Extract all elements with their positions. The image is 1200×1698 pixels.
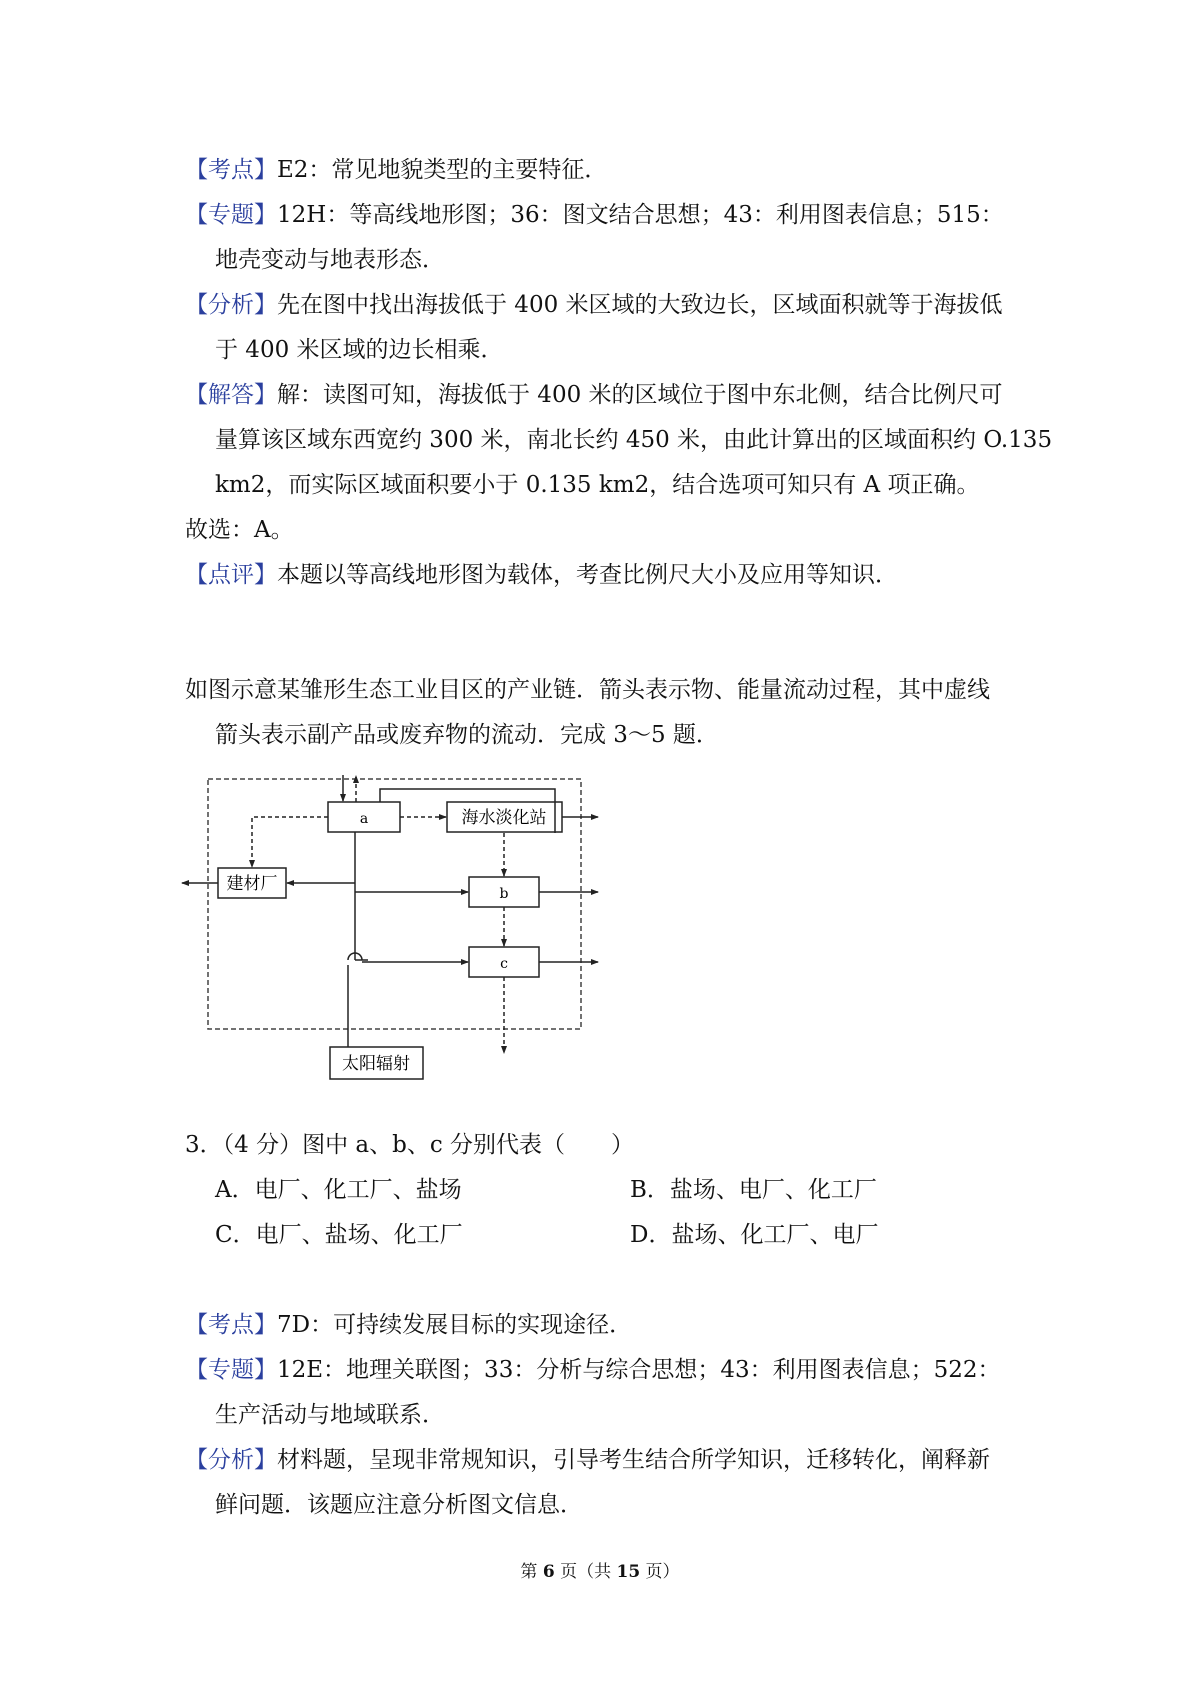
footer-middle: 页（共 <box>554 1562 617 1582</box>
option-a[interactable]: A．电厂、化工厂、盐场 <box>215 1177 462 1203</box>
fenxi-text-2: 材料题，呈现非常规知识，引导考生结合所学知识，迁移转化，阐释新 <box>277 1447 990 1473</box>
box-solar-label: 太阳辐射 <box>342 1054 410 1074</box>
fenxi-tag-2: 【分析】 <box>185 1447 277 1473</box>
box-desalination-label: 海水淡化站 <box>461 808 547 828</box>
option-c[interactable]: C．电厂、盐场、化工厂 <box>215 1222 463 1248</box>
jieda-line <box>185 380 1003 410</box>
intro-line-2: 箭头表示副产品或废弃物的流动．完成 3～5 题． <box>215 722 719 748</box>
zhuanti-text-2: 12E：地理关联图；33：分析与综合思想；43：利用图表信息；522： <box>277 1357 1001 1383</box>
box-c-label: c <box>500 956 508 972</box>
arrow-a-building <box>252 817 328 867</box>
zhuanti-cont-1: 地壳变动与地表形态． <box>215 247 445 273</box>
jieda-cont-2: km2，而实际区域面积要小于 0.135 km2，结合选项可知只有 A 项正确。 <box>215 472 980 498</box>
option-b[interactable]: B．盐场、电厂、化工厂 <box>630 1177 877 1203</box>
jieda-text: 解：读图可知，海拔低于 400 米的区域位于图中东北侧，结合比例尺可 <box>277 382 1003 408</box>
fenxi-cont-2: 鲜问题．该题应注意分析图文信息． <box>215 1492 583 1518</box>
fenxi-line-2 <box>185 1445 990 1475</box>
kaodian-text-2: 7D：可持续发展目标的实现途径． <box>277 1312 633 1338</box>
footer-suffix: 页） <box>640 1562 680 1582</box>
intro-line-1: 如图示意某雏形生态工业目区的产业链．箭头表示物、能量流动过程，其中虚线 <box>185 677 990 703</box>
zhuanti-cont-2: 生产活动与地域联系． <box>215 1402 445 1428</box>
zhuanti-tag-2: 【专题】 <box>185 1357 277 1383</box>
option-d[interactable]: D．盐场、化工厂、电厂 <box>630 1222 879 1248</box>
fenxi-cont-1: 于 400 米区域的边长相乘． <box>215 337 504 363</box>
fenxi-tag: 【分析】 <box>185 292 277 318</box>
dianping-text: 本题以等高线地形图为载体，考查比例尺大小及应用等知识． <box>277 562 898 588</box>
fenxi-line-1 <box>185 290 1003 320</box>
box-a-label: a <box>359 811 369 827</box>
footer-total-pages: 15 <box>616 1562 641 1582</box>
box-building-label: 建材厂 <box>226 874 278 894</box>
zhuanti-line-1 <box>185 200 1004 230</box>
industry-chain-diagram <box>180 775 620 1095</box>
kaodian-text: E2：常见地貌类型的主要特征． <box>277 157 608 183</box>
kaodian-tag-2: 【考点】 <box>185 1312 277 1338</box>
guxuan-line: 故选：A。 <box>185 517 294 543</box>
jieda-tag: 【解答】 <box>185 382 277 408</box>
zhuanti-line-2 <box>185 1355 1001 1385</box>
kaodian-line-2 <box>185 1310 632 1340</box>
question-stem: 3．（4 分）图中 a、b、c 分别代表（ ） <box>185 1132 635 1158</box>
jieda-cont-1: 量算该区域东西宽约 300 米，南北长约 450 米，由此计算出的区域面积约 O.135 <box>215 427 1053 453</box>
kaodian-tag: 【考点】 <box>185 157 277 183</box>
zhuanti-text: 12H：等高线地形图；36：图文结合思想；43：利用图表信息；515： <box>277 202 1004 228</box>
footer-prefix: 第 <box>520 1562 543 1582</box>
box-b-label: b <box>499 886 509 902</box>
page-footer <box>0 1560 1200 1584</box>
kaodian-line-1 <box>185 155 607 185</box>
fenxi-text: 先在图中找出海拔低于 400 米区域的大致边长，区域面积就等于海拔低 <box>277 292 1003 318</box>
dianping-tag: 【点评】 <box>185 562 277 588</box>
footer-page-number: 6 <box>542 1562 555 1582</box>
zhuanti-tag: 【专题】 <box>185 202 277 228</box>
dianping-line <box>185 560 898 590</box>
